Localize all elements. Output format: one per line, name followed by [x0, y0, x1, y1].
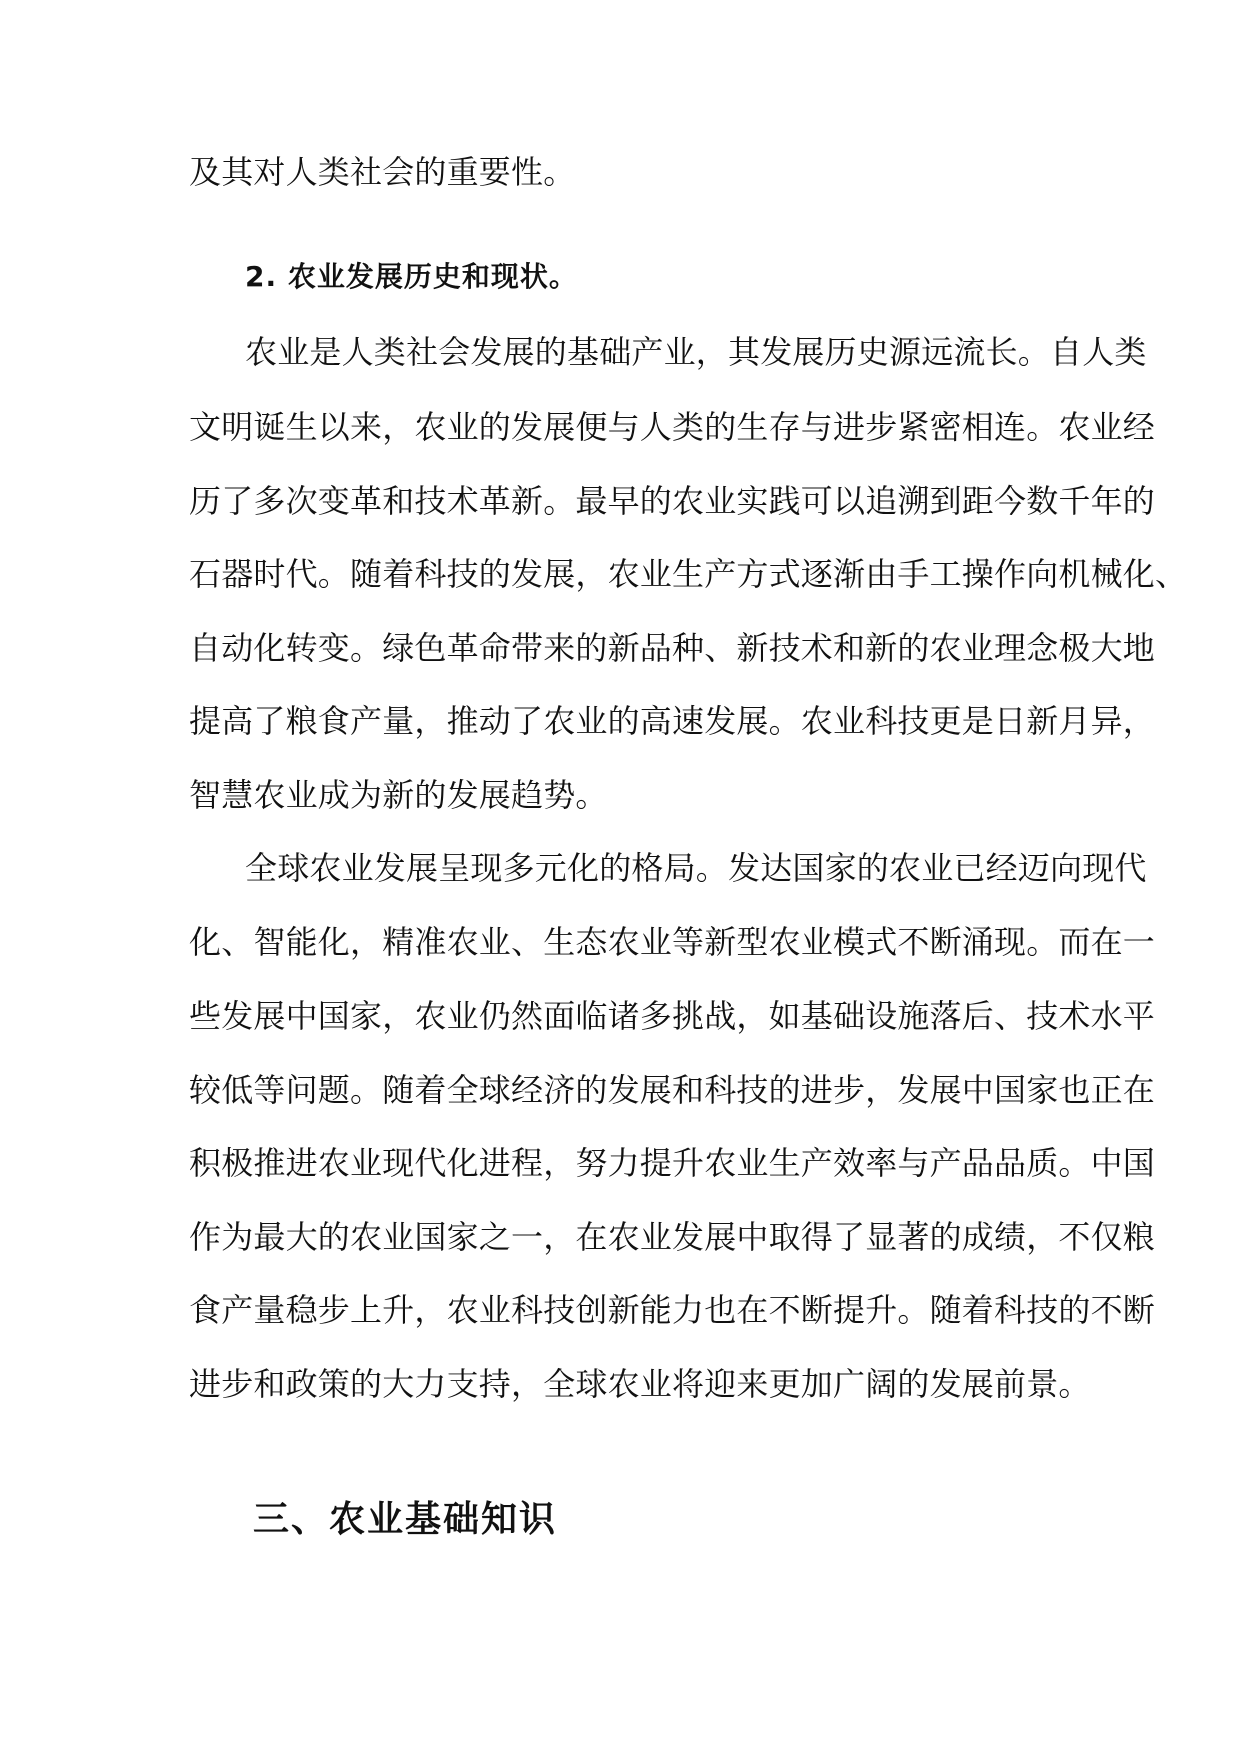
paragraph-line: 智慧农业成为新的发展趋势。 — [189, 776, 608, 814]
paragraph-line: 历了多次变革和技术革新。最早的农业实践可以追溯到距今数千年的 — [189, 482, 1156, 520]
paragraph-line: 自动化转变。绿色革命带来的新品种、新技术和新的农业理念极大地 — [189, 629, 1156, 667]
paragraph-line: 进步和政策的大力支持，全球农业将迎来更加广阔的发展前景。 — [189, 1365, 1091, 1403]
paragraph-line: 提高了粮食产量，推动了农业的高速发展。农业科技更是日新月异， — [189, 702, 1156, 740]
paragraph-line: 积极推进农业现代化进程，努力提升农业生产效率与产品品质。中国 — [189, 1144, 1156, 1182]
section-title: 三、农业基础知识 — [253, 1499, 558, 1540]
subheading: 2. 农业发展历史和现状。 — [245, 260, 578, 293]
paragraph-line: 文明诞生以来，农业的发展便与人类的生存与进步紧密相连。农业经 — [189, 408, 1156, 446]
paragraph-line: 石器时代。随着科技的发展，农业生产方式逐渐由手工操作向机械化、 — [189, 555, 1188, 593]
paragraph-line: 化、智能化，精准农业、生态农业等新型农业模式不断涌现。而在一 — [189, 923, 1156, 961]
intro-tail-line: 及其对人类社会的重要性。 — [189, 153, 576, 191]
paragraph-line: 农业是人类社会发展的基础产业，其发展历史源远流长。自人类 — [245, 333, 1147, 371]
paragraph-line: 全球农业发展呈现多元化的格局。发达国家的农业已经迈向现代 — [245, 849, 1147, 887]
paragraph-line: 较低等问题。随着全球经济的发展和科技的进步，发展中国家也正在 — [189, 1071, 1156, 1109]
paragraph-line: 些发展中国家，农业仍然面临诸多挑战，如基础设施落后、技术水平 — [189, 997, 1156, 1035]
paragraph-line: 作为最大的农业国家之一，在农业发展中取得了显著的成绩，不仅粮 — [189, 1218, 1156, 1256]
paragraph-line: 食产量稳步上升，农业科技创新能力也在不断提升。随着科技的不断 — [189, 1291, 1156, 1329]
